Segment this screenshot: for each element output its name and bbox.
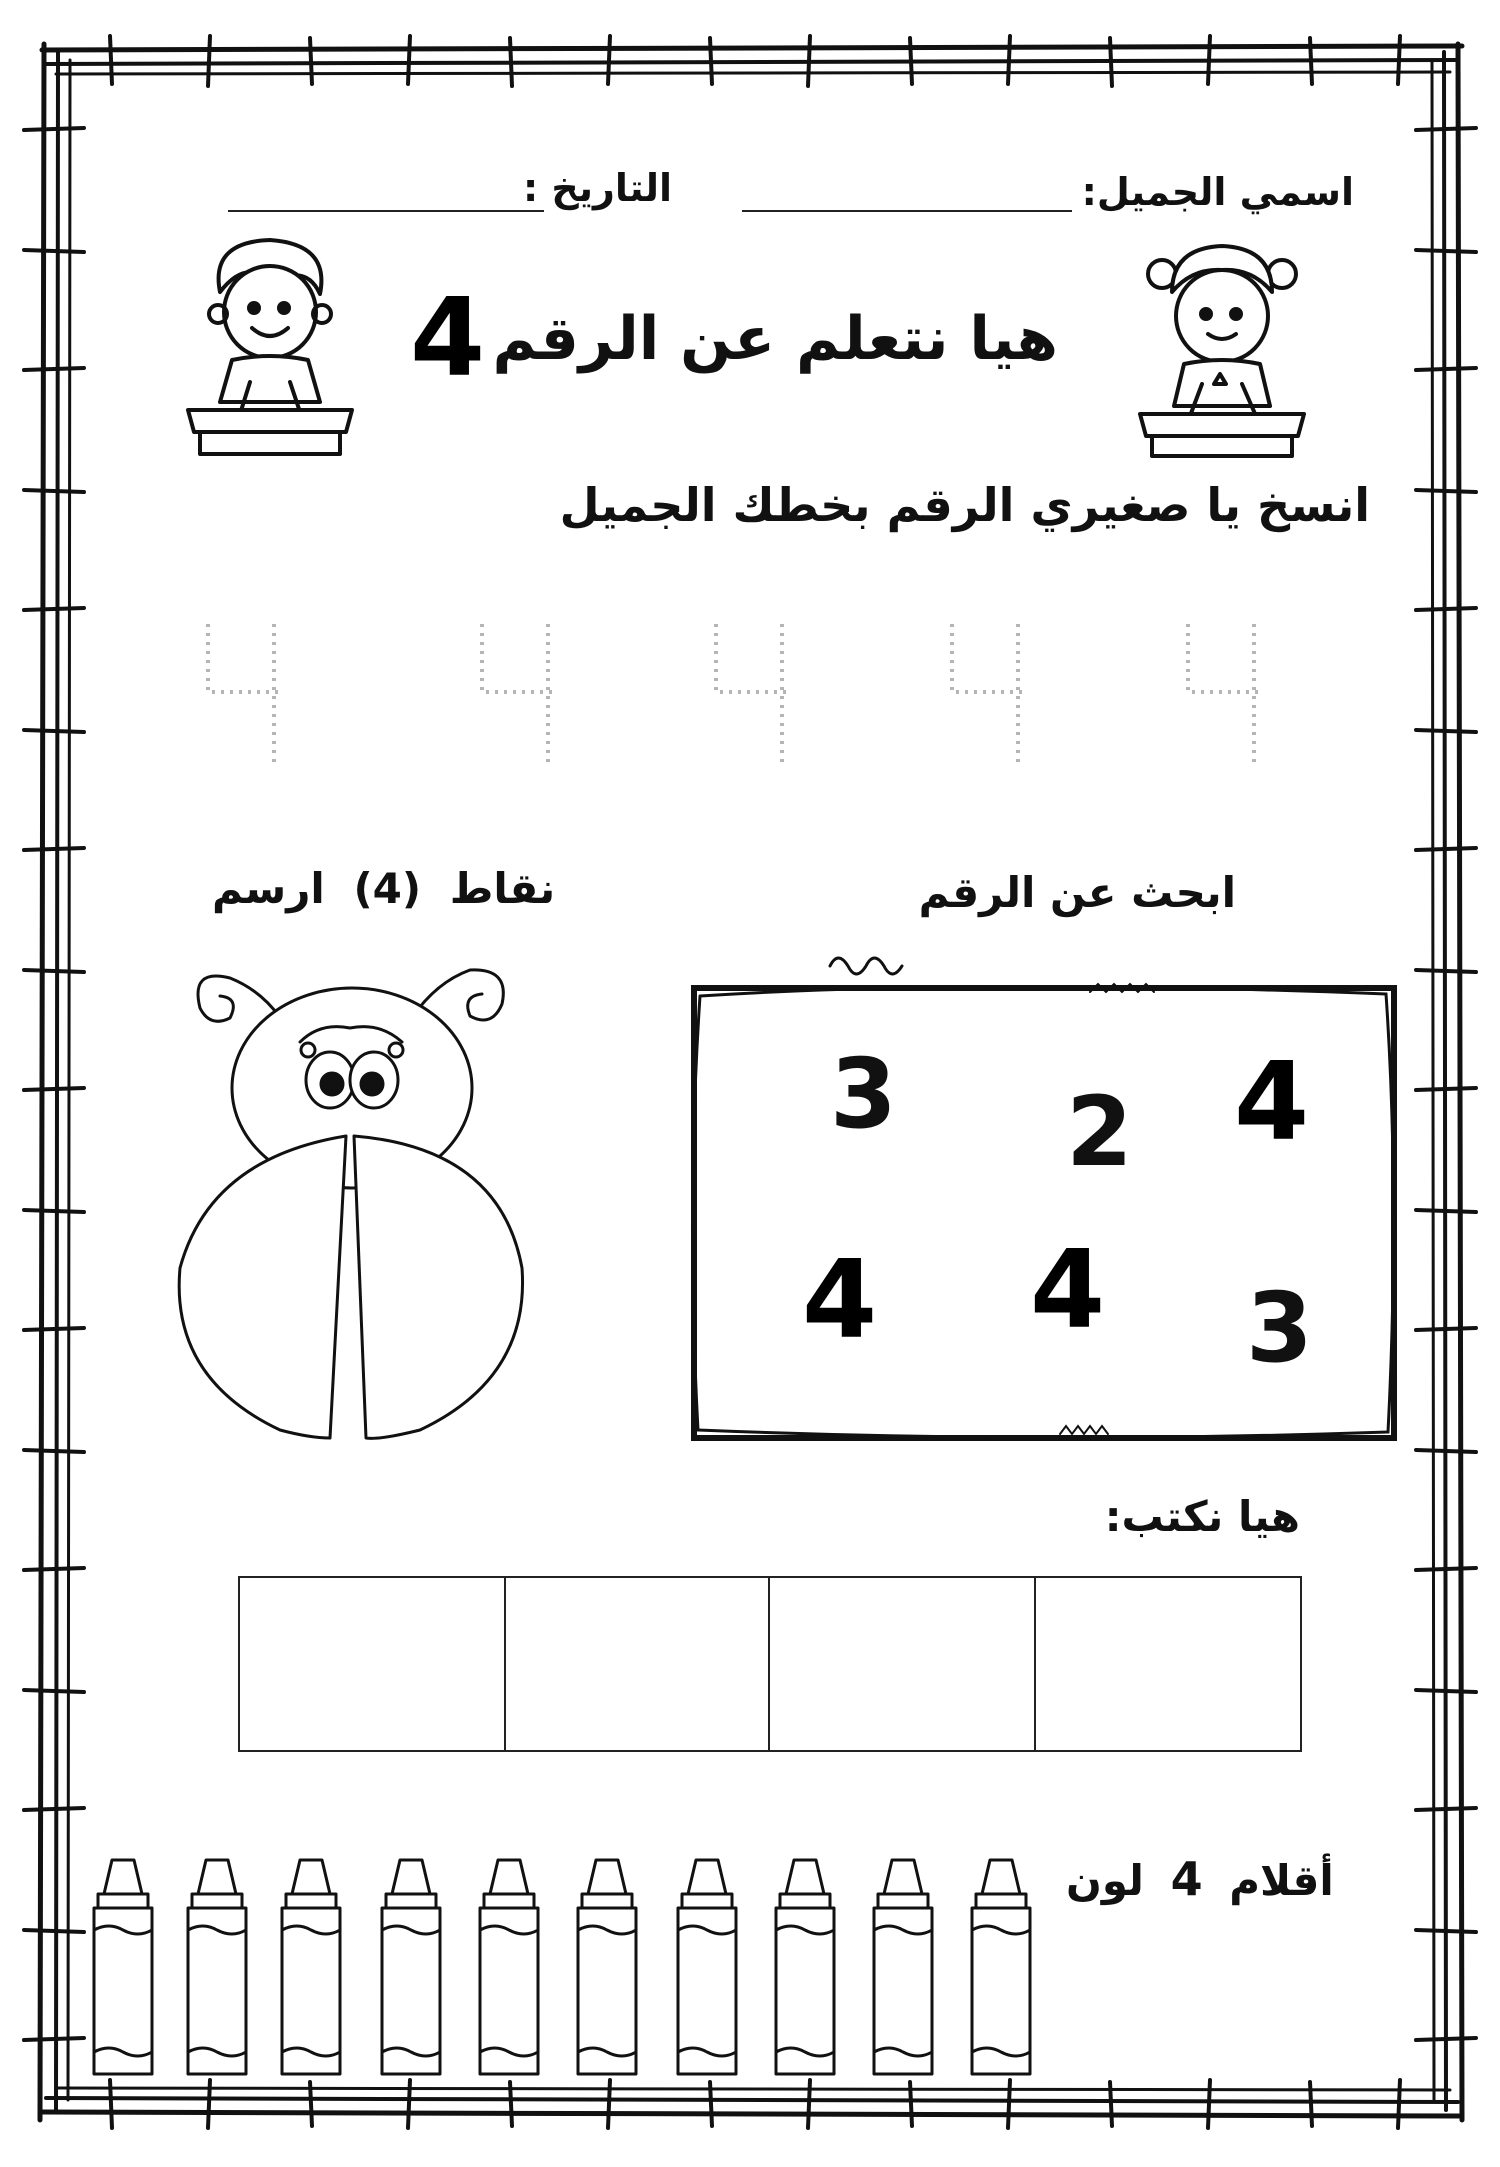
girl-writing-icon xyxy=(1132,234,1312,464)
trace-digit-3[interactable] xyxy=(708,618,798,768)
draw-number: (4) xyxy=(353,864,422,913)
write-box-1[interactable] xyxy=(238,1576,506,1752)
draw-prefix: ارسم xyxy=(212,864,325,913)
write-box-4[interactable] xyxy=(1034,1576,1302,1752)
title-number: 4 xyxy=(410,276,486,401)
crayon-icon[interactable] xyxy=(770,1858,840,2078)
trace-digit-1[interactable] xyxy=(200,618,290,768)
color-number: 4 xyxy=(1170,1852,1203,1906)
crayon-icon[interactable] xyxy=(88,1858,158,2078)
name-label: اسمي الجميل: xyxy=(1081,170,1354,214)
crayon-icon[interactable] xyxy=(672,1858,742,2078)
draw-suffix: نقاط xyxy=(449,864,556,913)
crayon-icon[interactable] xyxy=(966,1858,1036,2078)
crayon-icon[interactable] xyxy=(376,1858,446,2078)
trace-digit-2[interactable] xyxy=(474,618,564,768)
search-number-6[interactable]: 3 xyxy=(1246,1272,1313,1384)
write-box-3[interactable] xyxy=(768,1576,1036,1752)
search-title: ابحث عن الرقم xyxy=(918,868,1236,917)
color-suffix: أقلام xyxy=(1229,1856,1334,1905)
page-title: هيا نتعلم عن الرقم xyxy=(492,304,1058,374)
ladybug-outline[interactable] xyxy=(170,938,540,1468)
color-instruction xyxy=(1066,1852,1334,1906)
crayon-icon[interactable] xyxy=(572,1858,642,2078)
crayon-row xyxy=(88,1858,1048,2078)
search-number-4[interactable]: 4 xyxy=(802,1238,878,1363)
search-number-3[interactable]: 4 xyxy=(1234,1040,1310,1165)
copy-instruction: انسخ يا صغيري الرقم بخطك الجميل xyxy=(559,478,1370,532)
crayon-icon[interactable] xyxy=(868,1858,938,2078)
search-number-5[interactable]: 4 xyxy=(1030,1228,1106,1353)
crayon-icon[interactable] xyxy=(182,1858,252,2078)
crayon-icon[interactable] xyxy=(276,1858,346,2078)
write-box-2[interactable] xyxy=(504,1576,770,1752)
draw-instruction xyxy=(212,864,555,913)
search-number-2[interactable]: 2 xyxy=(1066,1076,1133,1188)
trace-digit-5[interactable] xyxy=(1180,618,1270,768)
search-number-1[interactable]: 3 xyxy=(830,1038,897,1150)
date-blank-line[interactable] xyxy=(228,210,544,212)
write-title: هيا نكتب: xyxy=(1104,1492,1300,1541)
name-blank-line[interactable] xyxy=(742,210,1072,212)
date-label: التاريخ : xyxy=(522,166,672,210)
color-prefix: لون xyxy=(1066,1856,1144,1905)
crayon-icon[interactable] xyxy=(474,1858,544,2078)
boy-writing-icon xyxy=(180,232,360,462)
trace-digit-4[interactable] xyxy=(944,618,1034,768)
